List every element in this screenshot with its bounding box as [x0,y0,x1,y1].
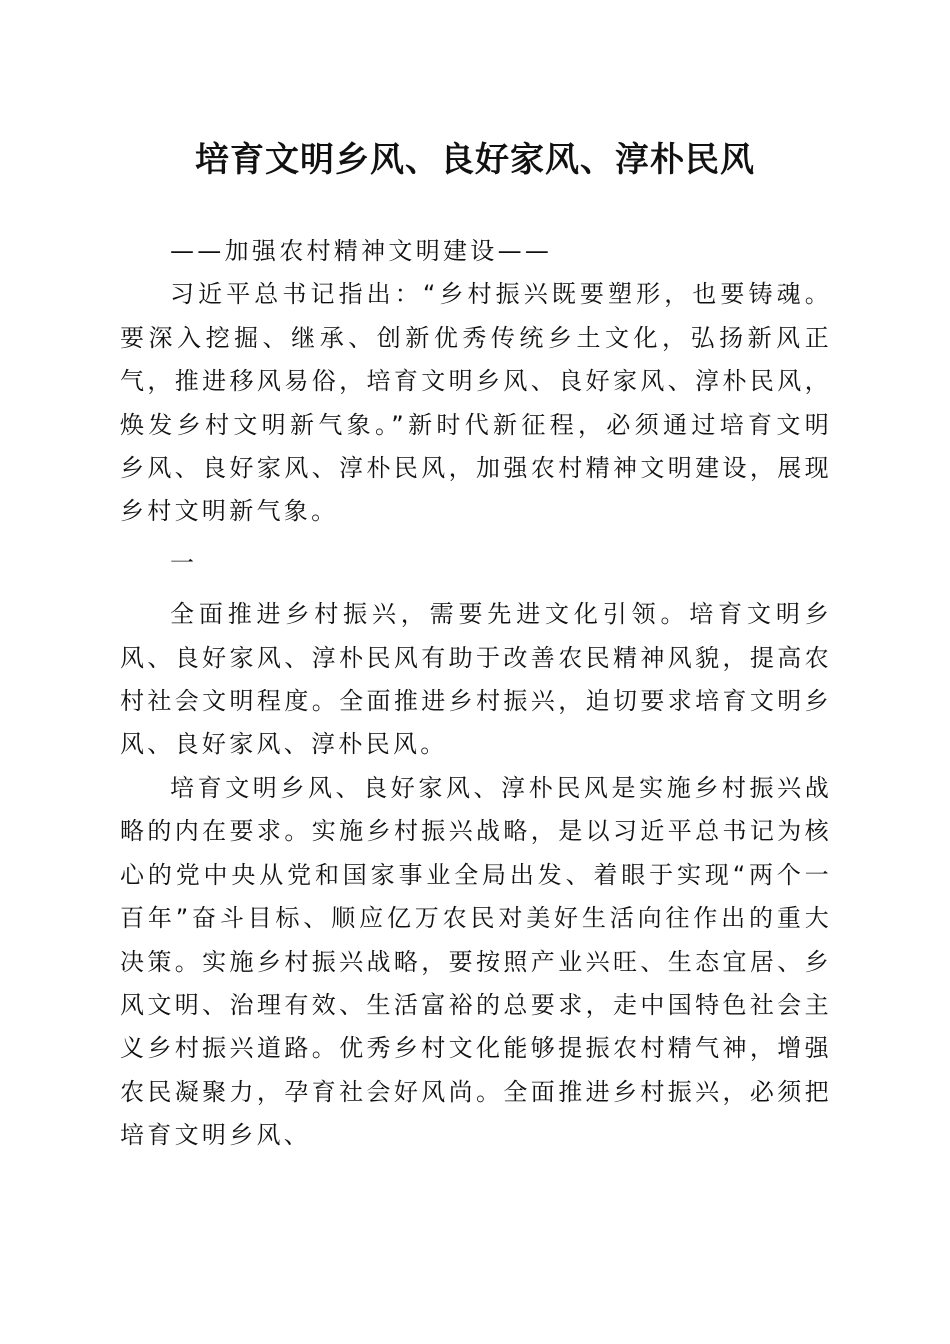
paragraph: 全面推进乡村振兴，需要先进文化引领。培育文明乡风、良好家风、淳朴民风有助于改善农民精神风貌，提高农村社会文明程度。全面推进乡村振兴，迫切要求培育文明乡风、良好家风、淳朴民风。 [120,600,832,759]
paragraph-intro: 习近平总书记指出：“乡村振兴既要塑形，也要铸魂。要深入挖掘、继承、创新优秀传统乡土文化，弘扬新风正气，推进移风易俗，培育文明乡风、良好家风、淳朴民风，焕发乡村文明新气象。”新时代新征程，必须通过培育文明乡风、良好家风、淳朴民风，加强农村精神文明建设，展现乡村文明新气象。 [120,280,832,526]
document-subtitle: ——加强农村精神文明建设—— [170,237,553,265]
document-body [120,230,832,1158]
section-number: 一 [170,548,198,577]
paragraph: 培育文明乡风、良好家风、淳朴民风是实施乡村振兴战略的内在要求。实施乡村振兴战略，是以习近平总书记为核心的党中央从党和国家事业全局出发、着眼于实现“两个一百年”奋斗目标、顺应亿万农民对美好生活向往作出的重大决策。实施乡村振兴战略，要按照产业兴旺、生态宜居、乡风文明、治理有效、生活富裕的总要求，走中国特色社会主义乡村振兴道路。优秀乡村文化能够提振农村精气神，增强农民凝聚力，孕育社会好风尚。全面推进乡村振兴，必须把培育文明乡风、 [120,773,832,1150]
document-title: 培育文明乡风、良好家风、淳朴民风 [195,140,755,180]
